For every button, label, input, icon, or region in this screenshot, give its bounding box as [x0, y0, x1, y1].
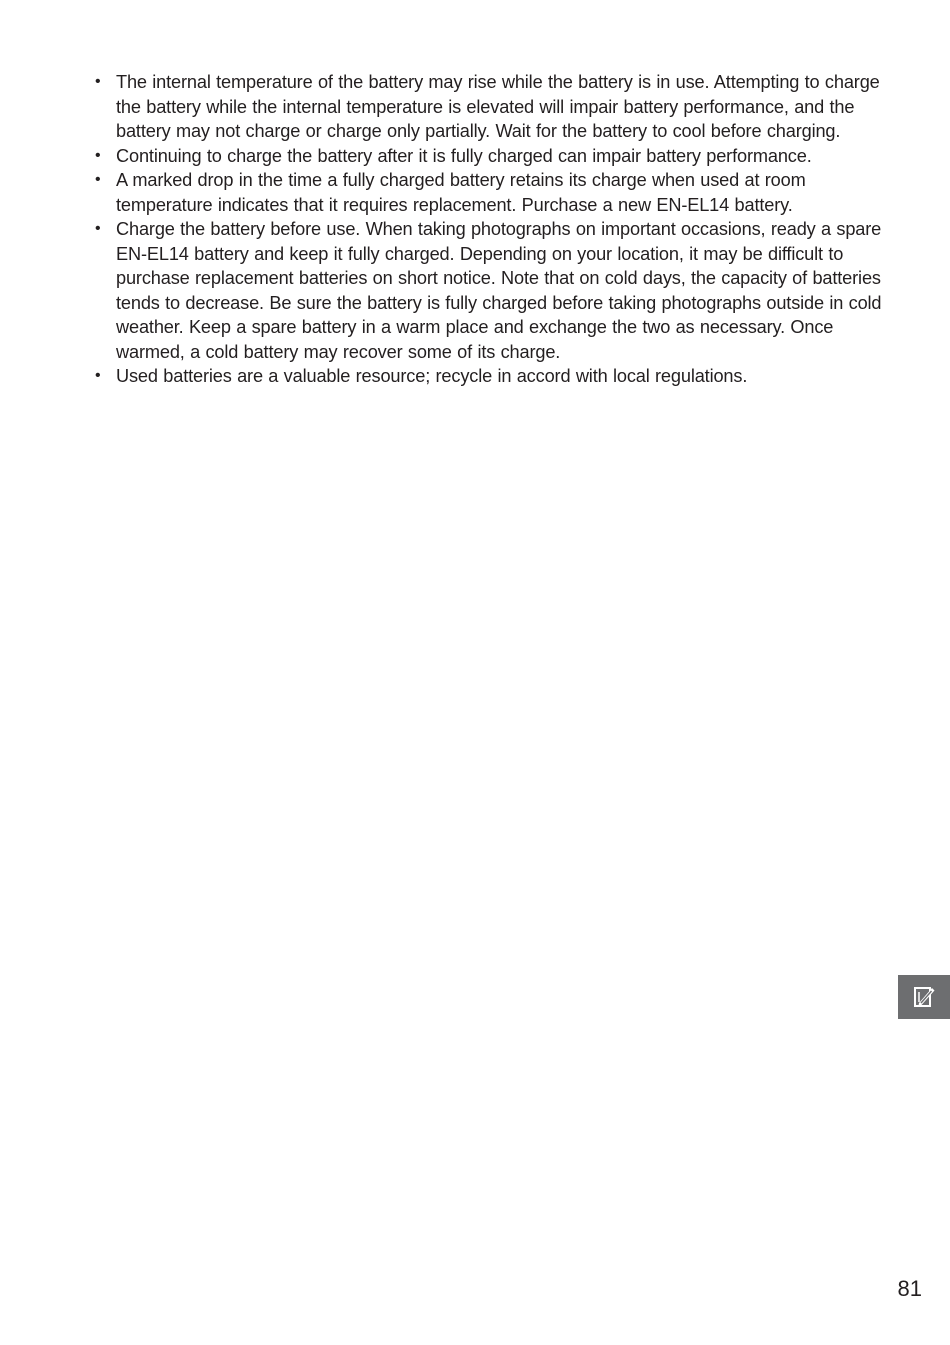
bullet-text: Charge the battery before use. When taking photographs on important occasions, ready a spare EN-EL14 battery and keep it fully charged. Depending on your location, it may be difficult to purchase replacement batteries on short notice. Note that on cold days, the capacity of batteries tends to decrease. Be sure the battery is fully charged before taking photographs outside in cold weather. Keep a spare battery in a warm place and exchange the two as necessary. Once warmed, a cold battery may recover some of its charge.	[116, 219, 882, 362]
page-number: 81	[897, 1276, 922, 1301]
bullet-text: Continuing to charge the battery after it is fully charged can impair battery performance.	[116, 145, 812, 166]
technical-notes-icon	[910, 983, 938, 1011]
bullet-dot: •	[95, 367, 101, 384]
section-tab	[898, 975, 950, 1019]
bullet-dot: •	[95, 171, 101, 188]
list-item	[94, 70, 886, 144]
list-item	[94, 217, 886, 364]
bullet-text: The internal temperature of the battery may rise while the battery is in use. Attempting to charge the battery while the internal temperature is elevated will impair battery performance, and the battery may not charge or charge only partially. Wait for the battery to cool before charging.	[116, 72, 880, 141]
bullet-dot: •	[95, 220, 101, 237]
bullet-dot: •	[95, 73, 101, 90]
bullet-text: Used batteries are a valuable resource; recycle in accord with local regulations.	[116, 366, 748, 386]
list-item	[94, 144, 886, 169]
bullet-text: A marked drop in the time a fully charged battery retains its charge when used at room temperature indicates that it requires replacement. Purchase a new EN-EL14 battery.	[116, 170, 806, 215]
list-item	[94, 364, 886, 389]
bullet-dot: •	[95, 146, 101, 164]
list-item	[94, 168, 886, 217]
bullet-list	[94, 70, 886, 389]
